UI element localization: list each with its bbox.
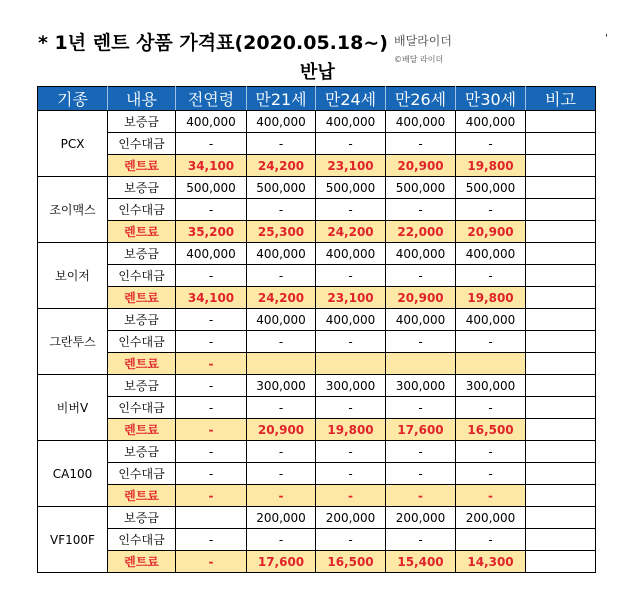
- price-cell: -: [176, 397, 247, 419]
- price-cell: [456, 353, 526, 375]
- price-cell: 400,000: [316, 111, 386, 133]
- price-table-body: [38, 111, 596, 573]
- price-cell: -: [176, 441, 247, 463]
- subtitle: 반납: [300, 62, 335, 83]
- price-cell: -: [386, 331, 456, 353]
- price-cell: 400,000: [456, 111, 526, 133]
- price-cell: -: [386, 441, 456, 463]
- price-cell: 400,000: [386, 111, 456, 133]
- table-row: [38, 155, 596, 177]
- price-cell: 22,000: [386, 221, 456, 243]
- price-cell: 20,900: [386, 155, 456, 177]
- table-row: [38, 485, 596, 507]
- model-name: VF100F: [38, 507, 108, 573]
- remarks-cell: [526, 529, 596, 551]
- price-cell: 400,000: [386, 243, 456, 265]
- price-cell: 400,000: [316, 309, 386, 331]
- table-row: [38, 419, 596, 441]
- remarks-cell: [526, 265, 596, 287]
- price-cell: -: [456, 265, 526, 287]
- row-label-buyout: 인수대금: [108, 265, 176, 287]
- header-content: 내용: [108, 87, 176, 111]
- remarks-cell: [526, 551, 596, 573]
- price-cell: -: [316, 133, 386, 155]
- row-label-deposit: 보증금: [108, 243, 176, 265]
- brand-copyright: ©배달 라이더: [394, 55, 444, 64]
- table-row: [38, 551, 596, 573]
- row-label-buyout: 인수대금: [108, 331, 176, 353]
- price-cell: 19,800: [456, 155, 526, 177]
- price-cell: 16,500: [456, 419, 526, 441]
- price-cell: 19,800: [316, 419, 386, 441]
- table-row: [38, 133, 596, 155]
- price-cell: -: [247, 485, 316, 507]
- price-cell: -: [176, 265, 247, 287]
- table-row: [38, 331, 596, 353]
- price-cell: 400,000: [247, 243, 316, 265]
- remarks-cell: [526, 221, 596, 243]
- price-cell: 400,000: [247, 309, 316, 331]
- price-cell: 400,000: [456, 309, 526, 331]
- row-label-deposit: 보증금: [108, 111, 176, 133]
- price-cell: -: [176, 529, 247, 551]
- price-cell: -: [386, 529, 456, 551]
- price-cell: [176, 507, 247, 529]
- price-cell: -: [176, 463, 247, 485]
- header-age26: 만26세: [386, 87, 456, 111]
- price-cell: 20,900: [456, 221, 526, 243]
- price-cell: -: [456, 331, 526, 353]
- price-cell: -: [247, 441, 316, 463]
- table-row: [38, 287, 596, 309]
- row-label-rent: 렌트료: [108, 419, 176, 441]
- price-cell: 20,900: [247, 419, 316, 441]
- table-row: [38, 265, 596, 287]
- table-row: [38, 353, 596, 375]
- remarks-cell: [526, 199, 596, 221]
- remarks-cell: [526, 331, 596, 353]
- price-cell: -: [176, 551, 247, 573]
- price-cell: -: [176, 331, 247, 353]
- model-name: PCX: [38, 111, 108, 177]
- model-name: 조이맥스: [38, 177, 108, 243]
- row-label-buyout: 인수대금: [108, 529, 176, 551]
- price-cell: -: [316, 485, 386, 507]
- price-cell: 500,000: [176, 177, 247, 199]
- row-label-rent: 렌트료: [108, 287, 176, 309]
- price-cell: -: [247, 199, 316, 221]
- remarks-cell: [526, 155, 596, 177]
- price-cell: [316, 353, 386, 375]
- price-cell: 400,000: [456, 243, 526, 265]
- price-cell: 17,600: [247, 551, 316, 573]
- row-label-rent: 렌트료: [108, 485, 176, 507]
- price-cell: 400,000: [386, 309, 456, 331]
- row-label-rent: 렌트료: [108, 155, 176, 177]
- price-cell: 20,900: [386, 287, 456, 309]
- price-cell: -: [176, 353, 247, 375]
- price-cell: 17,600: [386, 419, 456, 441]
- price-table: [37, 86, 596, 573]
- price-cell: -: [386, 265, 456, 287]
- model-name: CA100: [38, 441, 108, 507]
- header-age30: 만30세: [456, 87, 526, 111]
- price-cell: 500,000: [456, 177, 526, 199]
- price-cell: 23,100: [316, 155, 386, 177]
- price-cell: 24,200: [247, 287, 316, 309]
- header-age24: 만24세: [316, 87, 386, 111]
- table-row: [38, 111, 596, 133]
- price-cell: 500,000: [316, 177, 386, 199]
- row-label-buyout: 인수대금: [108, 463, 176, 485]
- price-cell: 200,000: [456, 507, 526, 529]
- model-name: 비버V: [38, 375, 108, 441]
- row-label-deposit: 보증금: [108, 441, 176, 463]
- price-cell: -: [456, 133, 526, 155]
- price-cell: -: [316, 199, 386, 221]
- price-cell: -: [176, 375, 247, 397]
- row-label-rent: 렌트료: [108, 221, 176, 243]
- price-cell: 34,100: [176, 287, 247, 309]
- header-remarks: 비고: [526, 87, 596, 111]
- price-cell: -: [316, 441, 386, 463]
- price-cell: -: [386, 199, 456, 221]
- header-age21: 만21세: [247, 87, 316, 111]
- remarks-cell: [526, 353, 596, 375]
- price-cell: -: [247, 397, 316, 419]
- table-row: [38, 463, 596, 485]
- row-label-rent: 렌트료: [108, 551, 176, 573]
- row-label-rent: 렌트료: [108, 353, 176, 375]
- remarks-cell: [526, 309, 596, 331]
- table-row: [38, 375, 596, 397]
- price-cell: -: [386, 485, 456, 507]
- remarks-cell: [526, 177, 596, 199]
- price-cell: -: [176, 199, 247, 221]
- price-cell: [386, 353, 456, 375]
- price-cell: 500,000: [386, 177, 456, 199]
- header-model: 기종: [38, 87, 108, 111]
- table-row: [38, 507, 596, 529]
- price-cell: 14,300: [456, 551, 526, 573]
- price-cell: -: [247, 463, 316, 485]
- price-cell: -: [176, 419, 247, 441]
- price-cell: 400,000: [176, 111, 247, 133]
- remarks-cell: [526, 287, 596, 309]
- price-cell: -: [456, 397, 526, 419]
- row-label-buyout: 인수대금: [108, 397, 176, 419]
- price-cell: 35,200: [176, 221, 247, 243]
- row-label-deposit: 보증금: [108, 177, 176, 199]
- page-title: * 1년 렌트 상품 가격표(2020.05.18~): [38, 32, 388, 54]
- price-cell: -: [247, 133, 316, 155]
- price-cell: -: [316, 265, 386, 287]
- price-cell: 200,000: [386, 507, 456, 529]
- remarks-cell: [526, 507, 596, 529]
- price-cell: -: [386, 133, 456, 155]
- brand-name: 배달라이더: [394, 34, 452, 48]
- price-cell: 200,000: [316, 507, 386, 529]
- price-cell: 400,000: [247, 111, 316, 133]
- table-row: [38, 529, 596, 551]
- price-cell: -: [316, 463, 386, 485]
- price-cell: -: [247, 265, 316, 287]
- price-cell: -: [176, 309, 247, 331]
- price-cell: 23,100: [316, 287, 386, 309]
- remarks-cell: [526, 441, 596, 463]
- table-row: [38, 309, 596, 331]
- price-cell: -: [247, 529, 316, 551]
- table-row: [38, 221, 596, 243]
- price-cell: 300,000: [316, 375, 386, 397]
- price-cell: 24,200: [247, 155, 316, 177]
- corner-mark: ': [605, 33, 608, 44]
- price-cell: 400,000: [176, 243, 247, 265]
- row-label-deposit: 보증금: [108, 375, 176, 397]
- price-cell: 300,000: [456, 375, 526, 397]
- row-label-deposit: 보증금: [108, 309, 176, 331]
- price-cell: 16,500: [316, 551, 386, 573]
- row-label-buyout: 인수대금: [108, 199, 176, 221]
- row-label-deposit: 보증금: [108, 507, 176, 529]
- table-row: [38, 441, 596, 463]
- price-cell: 24,200: [316, 221, 386, 243]
- header-all-ages: 전연령: [176, 87, 247, 111]
- price-cell: 500,000: [247, 177, 316, 199]
- model-name: 보이저: [38, 243, 108, 309]
- remarks-cell: [526, 397, 596, 419]
- table-row: [38, 243, 596, 265]
- table-row: [38, 177, 596, 199]
- price-cell: -: [316, 529, 386, 551]
- price-cell: -: [386, 397, 456, 419]
- table-row: [38, 199, 596, 221]
- price-cell: 400,000: [316, 243, 386, 265]
- remarks-cell: [526, 463, 596, 485]
- price-cell: -: [456, 529, 526, 551]
- price-cell: 300,000: [386, 375, 456, 397]
- price-cell: 34,100: [176, 155, 247, 177]
- remarks-cell: [526, 419, 596, 441]
- price-cell: -: [456, 463, 526, 485]
- price-cell: -: [456, 485, 526, 507]
- price-cell: 19,800: [456, 287, 526, 309]
- price-cell: -: [316, 397, 386, 419]
- remarks-cell: [526, 111, 596, 133]
- price-cell: -: [247, 331, 316, 353]
- price-cell: -: [456, 441, 526, 463]
- price-cell: -: [456, 199, 526, 221]
- price-cell: 300,000: [247, 375, 316, 397]
- price-cell: 15,400: [386, 551, 456, 573]
- remarks-cell: [526, 375, 596, 397]
- price-cell: -: [176, 133, 247, 155]
- remarks-cell: [526, 243, 596, 265]
- price-cell: -: [386, 463, 456, 485]
- price-cell: 25,300: [247, 221, 316, 243]
- price-cell: -: [316, 331, 386, 353]
- model-name: 그란투스: [38, 309, 108, 375]
- remarks-cell: [526, 133, 596, 155]
- price-cell: 200,000: [247, 507, 316, 529]
- table-row: [38, 397, 596, 419]
- table-header-row: [38, 87, 596, 111]
- remarks-cell: [526, 485, 596, 507]
- price-cell: -: [176, 485, 247, 507]
- price-cell: [247, 353, 316, 375]
- row-label-buyout: 인수대금: [108, 133, 176, 155]
